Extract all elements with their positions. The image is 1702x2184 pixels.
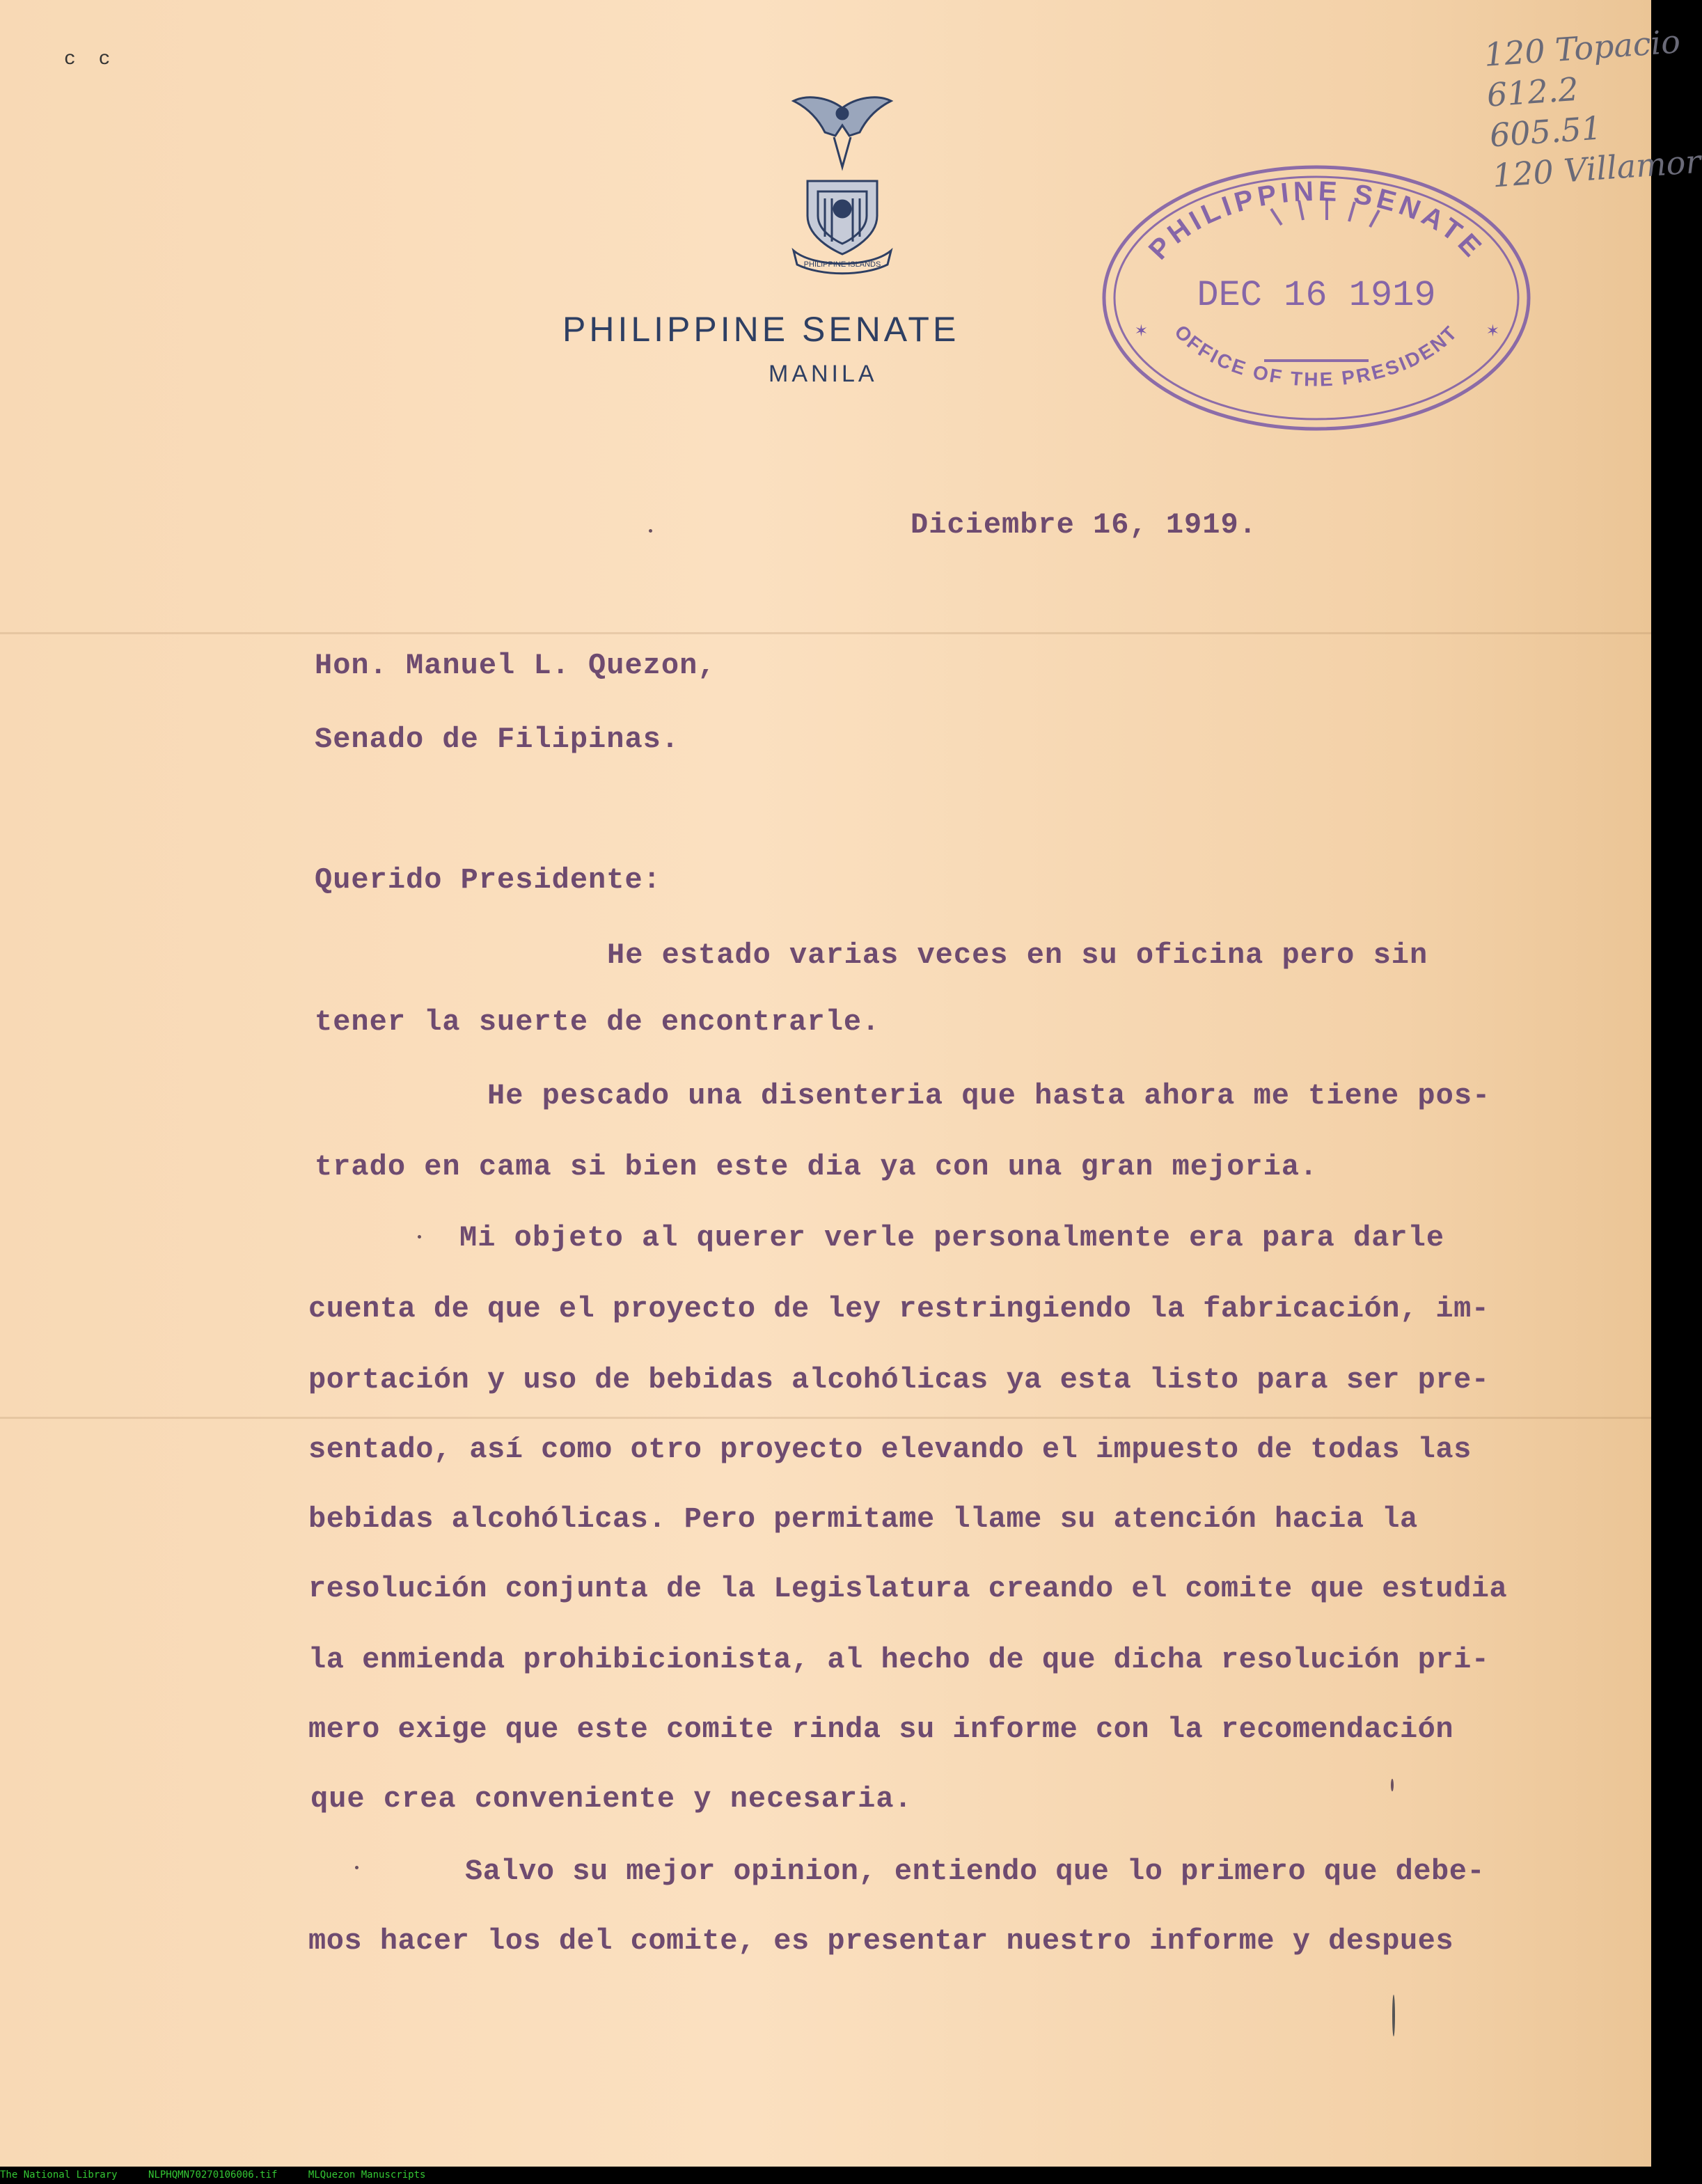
received-stamp xyxy=(1097,159,1536,437)
ink-speck xyxy=(1391,1779,1394,1791)
letter-date: Diciembre 16, 1919. xyxy=(911,508,1257,542)
paper-fold xyxy=(0,632,1651,634)
body-line: que crea conveniente y necesaria. xyxy=(310,1782,913,1816)
ink-mark xyxy=(1392,1995,1395,2036)
corner-mark: c c xyxy=(64,49,116,70)
svg-text:✶: ✶ xyxy=(1135,321,1147,343)
body-line: He estado varias veces en su oficina pero sin xyxy=(607,938,1428,972)
body-line: la enmienda prohibicionista, al hecho de que dicha resolución pri- xyxy=(308,1643,1490,1676)
body-line: trado en cama si bien este dia ya con una gran mejoria. xyxy=(315,1150,1318,1184)
body-line: resolución conjunta de la Legislatura creando el comite que estudia xyxy=(308,1572,1508,1605)
footer-file: NLPHQMN70270106006.tif xyxy=(148,2169,278,2181)
body-line: tener la suerte de encontrarle. xyxy=(315,1005,881,1039)
senate-seal-icon xyxy=(787,94,898,275)
stamp-date: DEC 16 1919 xyxy=(1197,275,1436,316)
ink-speck xyxy=(355,1866,358,1869)
ink-speck xyxy=(418,1235,421,1239)
body-line: mos hacer los del comite, es presentar nuestro informe y despues xyxy=(308,1924,1454,1958)
body-line: portación y uso de bebidas alcohólicas ya esta listo para ser pre- xyxy=(308,1363,1490,1397)
stamp-bottom-text: OFFICE OF THE PRESIDENT xyxy=(1170,320,1463,391)
body-line: Mi objeto al querer verle personalmente era para darle xyxy=(459,1221,1445,1255)
svg-text:✶: ✶ xyxy=(1487,321,1499,343)
body-line: Salvo su mejor opinion, entiendo que lo primero que debe- xyxy=(465,1855,1486,1888)
body-line: sentado, así como otro proyecto elevando el impuesto de todas las xyxy=(308,1433,1472,1466)
paper-fold xyxy=(0,1417,1651,1419)
margin-note: 120 Topacio xyxy=(1483,22,1682,74)
ink-speck xyxy=(649,529,652,533)
body-line: He pescado una disenteria que hasta ahora me tiene pos- xyxy=(487,1079,1491,1113)
margin-notes xyxy=(1483,20,1702,196)
letterhead-city: MANILA xyxy=(769,361,878,387)
body-line: cuenta de que el proyecto de ley restringiendo la fabricación, im- xyxy=(308,1292,1490,1326)
svg-text:OFFICE OF THE PRESIDENT xyxy=(1170,321,1462,391)
letterhead-title: PHILIPPINE SENATE xyxy=(562,310,960,349)
footer-library: The National Library xyxy=(0,2169,118,2181)
margin-note: 605.51 xyxy=(1488,109,1603,155)
body-line: mero exige que este comite rinda su informe con la recomendación xyxy=(308,1713,1454,1746)
footer-collection: MLQuezon Manuscripts xyxy=(308,2169,426,2181)
stamp-top-text: PHILIPPINE SENATE xyxy=(1142,175,1490,266)
margin-note: 120 Villamor xyxy=(1491,142,1702,195)
recipient-name: Hon. Manuel L. Quezon, xyxy=(315,649,716,682)
salutation: Querido Presidente: xyxy=(315,863,661,897)
margin-note: 612.2 xyxy=(1486,70,1580,114)
seal-ribbon-text: PHILIPPINE ISLANDS xyxy=(803,260,881,269)
recipient-org: Senado de Filipinas. xyxy=(315,723,680,756)
scan-footer xyxy=(0,2167,1651,2184)
body-line: bebidas alcohólicas. Pero permitame llame su atención hacia la xyxy=(308,1502,1418,1536)
